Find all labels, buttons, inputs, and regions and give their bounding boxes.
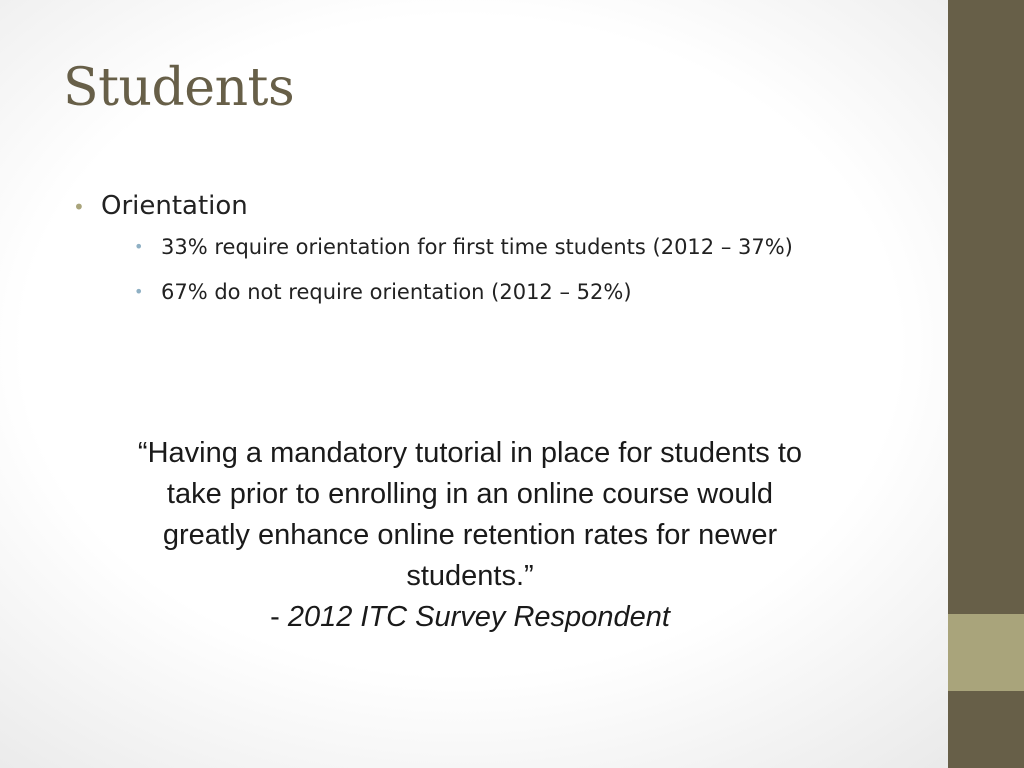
bullet-list	[73, 190, 933, 322]
attribution-source: 2012 ITC Survey Respondent	[287, 601, 670, 633]
sub-bullet-dot-icon: •	[134, 282, 144, 301]
bullet-text: Orientation	[101, 191, 248, 221]
quote-block	[120, 433, 820, 638]
quote-text: “Having a mandatory tutorial in place for students to take prior to enrolling in an online course would greatly enhance online retention rates for newer students.”	[137, 437, 803, 592]
sub-bullet-not-require	[128, 277, 933, 307]
quote-attribution	[120, 597, 820, 638]
sub-bullet-dot-icon: •	[134, 237, 144, 256]
slide-title: Students	[63, 58, 295, 118]
sub-bullet-list	[101, 232, 933, 307]
bullet-orientation	[73, 190, 933, 307]
sub-bullet-require	[128, 232, 933, 262]
attribution-dash: -	[270, 601, 288, 633]
sidebar-accent-block	[948, 614, 1024, 691]
bullet-dot-icon: •	[73, 195, 85, 219]
sub-bullet-text: 33% require orientation for first time students (2012 – 37%)	[161, 235, 793, 259]
sub-bullet-text: 67% do not require orientation (2012 – 52%)	[161, 280, 632, 304]
